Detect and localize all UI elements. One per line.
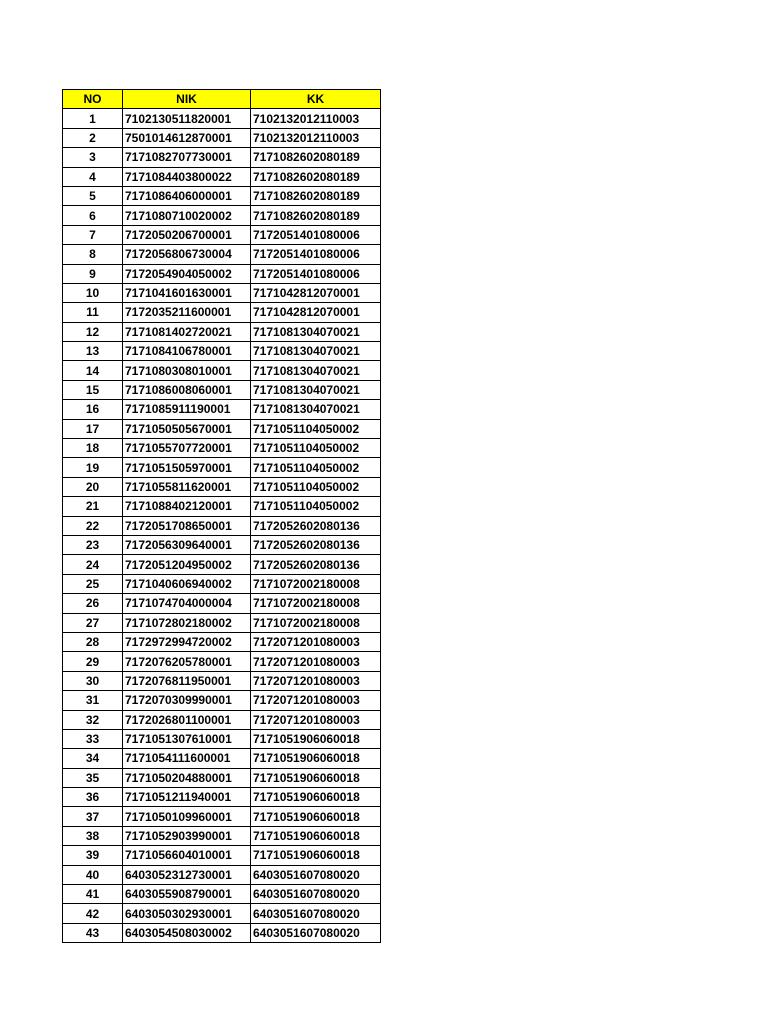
header-nik: NIK (123, 90, 251, 109)
cell-nik: 7172026801100001 (123, 710, 251, 729)
cell-no: 22 (63, 516, 123, 535)
cell-kk: 7172051401080006 (251, 225, 381, 244)
table-row (63, 303, 381, 322)
cell-nik: 7171055811620001 (123, 477, 251, 496)
cell-nik: 7172056806730004 (123, 245, 251, 264)
cell-nik: 7172076205780001 (123, 652, 251, 671)
cell-kk: 6403051607080020 (251, 885, 381, 904)
table-row (63, 186, 381, 205)
cell-no: 36 (63, 788, 123, 807)
table-row (63, 458, 381, 477)
cell-no: 12 (63, 322, 123, 341)
table-row (63, 865, 381, 884)
table-row (63, 904, 381, 923)
cell-kk: 7171081304070021 (251, 322, 381, 341)
table-row (63, 322, 381, 341)
cell-nik: 7172972994720002 (123, 632, 251, 651)
cell-no: 21 (63, 497, 123, 516)
cell-nik: 6403055908790001 (123, 885, 251, 904)
cell-kk: 7171051906060018 (251, 768, 381, 787)
cell-no: 43 (63, 923, 123, 942)
table-row (63, 691, 381, 710)
cell-nik: 7501014612870001 (123, 128, 251, 147)
cell-nik: 7172051204950002 (123, 555, 251, 574)
cell-nik: 7171081402720021 (123, 322, 251, 341)
table-row (63, 342, 381, 361)
cell-nik: 7171051211940001 (123, 788, 251, 807)
cell-no: 20 (63, 477, 123, 496)
cell-no: 9 (63, 264, 123, 283)
cell-kk: 7172071201080003 (251, 632, 381, 651)
cell-no: 19 (63, 458, 123, 477)
cell-kk: 7171051104050002 (251, 439, 381, 458)
header-no: NO (63, 90, 123, 109)
table-row (63, 613, 381, 632)
table-row (63, 419, 381, 438)
table-row (63, 148, 381, 167)
cell-nik: 7171080308010001 (123, 361, 251, 380)
cell-kk: 7171051104050002 (251, 497, 381, 516)
cell-nik: 7171056604010001 (123, 846, 251, 865)
table-row (63, 652, 381, 671)
cell-no: 42 (63, 904, 123, 923)
cell-nik: 7171086406000001 (123, 186, 251, 205)
table-row (63, 788, 381, 807)
cell-nik: 7171086008060001 (123, 380, 251, 399)
cell-kk: 7171081304070021 (251, 342, 381, 361)
cell-kk: 6403051607080020 (251, 904, 381, 923)
table-row (63, 710, 381, 729)
cell-kk: 7171042812070001 (251, 283, 381, 302)
cell-kk: 6403051607080020 (251, 865, 381, 884)
cell-kk: 7171072002180008 (251, 613, 381, 632)
cell-kk: 7172051401080006 (251, 245, 381, 264)
cell-nik: 7172051708650001 (123, 516, 251, 535)
data-table (62, 89, 381, 943)
cell-no: 35 (63, 768, 123, 787)
cell-kk: 7171051104050002 (251, 458, 381, 477)
cell-nik: 7172050206700001 (123, 225, 251, 244)
table-row (63, 923, 381, 942)
cell-no: 40 (63, 865, 123, 884)
cell-nik: 6403052312730001 (123, 865, 251, 884)
table-row (63, 574, 381, 593)
cell-kk: 7171081304070021 (251, 361, 381, 380)
cell-kk: 7172052602080136 (251, 535, 381, 554)
cell-kk: 7172052602080136 (251, 555, 381, 574)
cell-kk: 7102132012110003 (251, 109, 381, 128)
cell-kk: 7171072002180008 (251, 594, 381, 613)
cell-kk: 7171051104050002 (251, 477, 381, 496)
cell-no: 10 (63, 283, 123, 302)
cell-nik: 6403050302930001 (123, 904, 251, 923)
table-row (63, 749, 381, 768)
cell-kk: 7172052602080136 (251, 516, 381, 535)
cell-nik: 7171052903990001 (123, 826, 251, 845)
cell-kk: 7171081304070021 (251, 380, 381, 399)
cell-nik: 7171054111600001 (123, 749, 251, 768)
cell-kk: 6403051607080020 (251, 923, 381, 942)
cell-no: 34 (63, 749, 123, 768)
cell-no: 28 (63, 632, 123, 651)
cell-nik: 7171041601630001 (123, 283, 251, 302)
cell-no: 3 (63, 148, 123, 167)
cell-kk: 7171051906060018 (251, 729, 381, 748)
cell-kk: 7102132012110003 (251, 128, 381, 147)
table-row (63, 516, 381, 535)
table-row (63, 807, 381, 826)
cell-no: 38 (63, 826, 123, 845)
table-row (63, 283, 381, 302)
table-row (63, 206, 381, 225)
cell-nik: 7171072802180002 (123, 613, 251, 632)
cell-no: 8 (63, 245, 123, 264)
cell-nik: 7171051307610001 (123, 729, 251, 748)
table-row (63, 594, 381, 613)
cell-no: 29 (63, 652, 123, 671)
cell-nik: 7171050505670001 (123, 419, 251, 438)
cell-nik: 7172054904050002 (123, 264, 251, 283)
table-row (63, 128, 381, 147)
cell-no: 4 (63, 167, 123, 186)
cell-nik: 7171085911190001 (123, 400, 251, 419)
cell-nik: 7171051505970001 (123, 458, 251, 477)
cell-nik: 7171084106780001 (123, 342, 251, 361)
cell-nik: 7171084403800022 (123, 167, 251, 186)
cell-kk: 7171082602080189 (251, 148, 381, 167)
cell-no: 26 (63, 594, 123, 613)
cell-nik: 7172056309640001 (123, 535, 251, 554)
cell-kk: 7171051104050002 (251, 419, 381, 438)
cell-nik: 7171050204880001 (123, 768, 251, 787)
cell-kk: 7172071201080003 (251, 652, 381, 671)
table-row (63, 167, 381, 186)
cell-no: 23 (63, 535, 123, 554)
cell-kk: 7171072002180008 (251, 574, 381, 593)
cell-kk: 7171051906060018 (251, 788, 381, 807)
cell-no: 11 (63, 303, 123, 322)
table-row (63, 826, 381, 845)
cell-kk: 7171042812070001 (251, 303, 381, 322)
table-row (63, 632, 381, 651)
cell-no: 15 (63, 380, 123, 399)
table-row (63, 885, 381, 904)
cell-kk: 7171051906060018 (251, 749, 381, 768)
table-row (63, 400, 381, 419)
cell-no: 17 (63, 419, 123, 438)
cell-nik: 7172070309990001 (123, 691, 251, 710)
table-row (63, 846, 381, 865)
table-row (63, 729, 381, 748)
table-row (63, 477, 381, 496)
cell-no: 16 (63, 400, 123, 419)
header-kk: KK (251, 90, 381, 109)
cell-nik: 7171050109960001 (123, 807, 251, 826)
cell-no: 14 (63, 361, 123, 380)
table-body (63, 109, 381, 943)
cell-no: 39 (63, 846, 123, 865)
cell-kk: 7171051906060018 (251, 826, 381, 845)
cell-nik: 7172076811950001 (123, 671, 251, 690)
cell-no: 30 (63, 671, 123, 690)
cell-nik: 7171074704000004 (123, 594, 251, 613)
table-row (63, 535, 381, 554)
table-row (63, 439, 381, 458)
cell-no: 2 (63, 128, 123, 147)
cell-nik: 7171082707730001 (123, 148, 251, 167)
cell-no: 41 (63, 885, 123, 904)
table-row (63, 768, 381, 787)
table-row (63, 225, 381, 244)
cell-no: 6 (63, 206, 123, 225)
table-row (63, 671, 381, 690)
table-row (63, 555, 381, 574)
cell-nik: 6403054508030002 (123, 923, 251, 942)
cell-no: 31 (63, 691, 123, 710)
table-row (63, 497, 381, 516)
cell-no: 32 (63, 710, 123, 729)
cell-no: 7 (63, 225, 123, 244)
cell-no: 1 (63, 109, 123, 128)
cell-no: 13 (63, 342, 123, 361)
cell-kk: 7171051906060018 (251, 807, 381, 826)
cell-no: 18 (63, 439, 123, 458)
table-row (63, 361, 381, 380)
cell-nik: 7171055707720001 (123, 439, 251, 458)
cell-no: 27 (63, 613, 123, 632)
cell-no: 33 (63, 729, 123, 748)
header-row (63, 90, 381, 109)
cell-kk: 7172051401080006 (251, 264, 381, 283)
cell-kk: 7171051906060018 (251, 846, 381, 865)
table-row (63, 109, 381, 128)
cell-no: 24 (63, 555, 123, 574)
cell-kk: 7171082602080189 (251, 206, 381, 225)
cell-no: 37 (63, 807, 123, 826)
cell-kk: 7171081304070021 (251, 400, 381, 419)
cell-kk: 7172071201080003 (251, 691, 381, 710)
cell-no: 25 (63, 574, 123, 593)
cell-nik: 7171080710020002 (123, 206, 251, 225)
cell-kk: 7171082602080189 (251, 186, 381, 205)
cell-kk: 7171082602080189 (251, 167, 381, 186)
cell-kk: 7172071201080003 (251, 671, 381, 690)
cell-nik: 7102130511820001 (123, 109, 251, 128)
cell-nik: 7171040606940002 (123, 574, 251, 593)
cell-nik: 7172035211600001 (123, 303, 251, 322)
cell-no: 5 (63, 186, 123, 205)
cell-nik: 7171088402120001 (123, 497, 251, 516)
table-row (63, 264, 381, 283)
cell-kk: 7172071201080003 (251, 710, 381, 729)
table-row (63, 380, 381, 399)
table-row (63, 245, 381, 264)
